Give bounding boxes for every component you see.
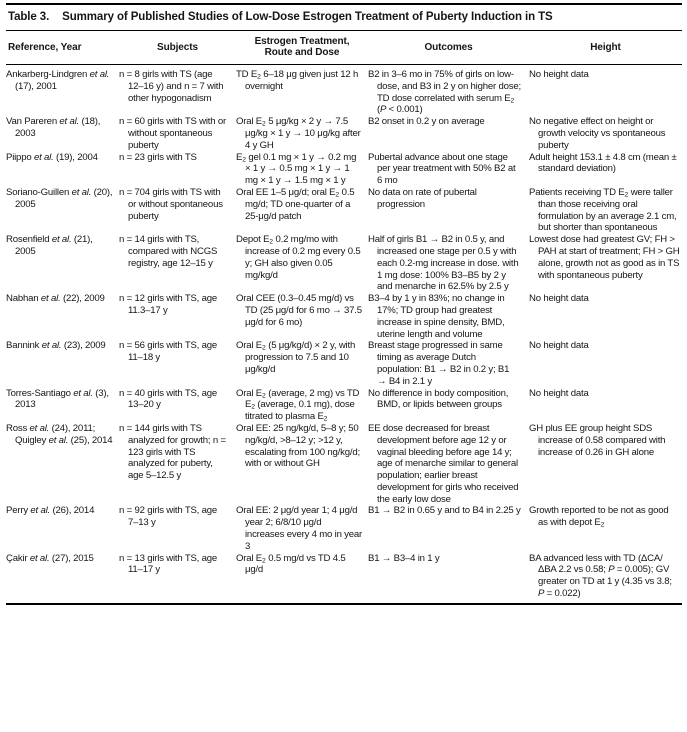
cell-reference: Nabhan et al. (22), 2009	[6, 293, 105, 305]
cell-subjects: n = 704 girls with TS with or without spontaneous puberty	[119, 186, 223, 222]
cell-treatment: Oral $E_2$ (5 μg/kg/d) × 2 y, with progression to 7.5 and 10 μg/kg/d	[236, 340, 356, 375]
cell-treatment: Depot $E_2$ 0.2 mg/mo with increase of 0.2 mg every 0.5 y; GH also given 0.05 mg/kg/d	[236, 234, 361, 281]
cell-treatment: Oral EE 1–5 μg/d; oral $E_2$ 0.5 mg/d; TD one-quarter of a 25-μg/d patch	[236, 186, 355, 222]
table-row	[6, 293, 682, 340]
cell-reference: Rosenfield et al. (21), 2005	[6, 234, 93, 257]
cell-outcomes: B2 onset in 0.2 y on average	[368, 116, 485, 128]
cell-height: Adult height 153.1 ± 4.8 cm (mean ± standard deviation)	[529, 151, 677, 175]
table-row	[6, 505, 682, 552]
cell-outcomes: Half of girls B1 → B2 in 0.5 y, and increased one stage per 0.5 y with each 0.2-mg increase in dose. with 1 mg dose: 100% B3–B5 by 2 y and menarche in 62.5% by 2.5 y	[368, 234, 519, 293]
cell-height: No height data	[529, 340, 589, 352]
cell-treatment: Oral $E_2$ 0.5 mg/d vs TD 4.5 μg/d	[236, 552, 346, 576]
cell-subjects: n = 60 girls with TS with or without spontaneous puberty	[119, 116, 226, 151]
cell-reference: Torres-Santiago et al. (3), 2013	[6, 387, 109, 411]
table-row	[6, 152, 682, 187]
cell-treatment: Oral EE: 25 ng/kg/d, 5–8 y; 50 ng/kg/d, >8–12 y; >12 y, escalating from 100 ng/kg/d; with or without GH	[236, 422, 360, 470]
cell-treatment: Oral $E_2$ (average, 2 mg) vs TD $E_2$ (average, 0.1 mg), dose titrated to plasma $E_2$	[236, 387, 360, 423]
cell-subjects: n = 56 girls with TS, age 11–18 y	[119, 340, 218, 364]
cell-reference: Piippo et al. (19), 2004	[6, 151, 98, 163]
studies-table	[6, 31, 682, 605]
table-row	[6, 553, 682, 604]
cell-treatment: $E_2$ gel 0.1 mg × 1 y → 0.2 mg × 1 y → 0.5 mg × 1 y → 1 mg × 1 y → 1.5 mg × 1 y	[236, 151, 357, 187]
cell-height: No height data	[529, 293, 589, 305]
cell-outcomes: EE dose decreased for breast development before age 12 y or vaginal bleeding before age 14 y; age of menarche similar to general population; earlier breast development for girls who received the early low dose	[368, 422, 519, 505]
col-header-outcomes: Outcomes	[368, 31, 529, 65]
cell-height: Lowest dose had greatest GV; FH > PAH at start of treatment; FH > GH alone, growth not as good as in TS with spontaneous puberty	[529, 234, 680, 281]
cell-reference: Van Pareren et al. (18), 2003	[6, 116, 101, 139]
col-header-height: Height	[529, 31, 682, 65]
col-header-subjects: Subjects	[119, 31, 236, 65]
cell-outcomes: B3–4 by 1 y in 83%; no change in 17%; TD group had greatest increase in spine density, BMD, uterine length and volume	[368, 293, 505, 340]
table-title	[6, 3, 682, 31]
cell-height: No height data	[529, 69, 589, 80]
table-row	[6, 340, 682, 387]
cell-subjects: n = 12 girls with TS, age 11.3–17 y	[119, 293, 218, 316]
cell-treatment: Oral CEE (0.3–0.45 mg/d) vs TD (25 μg/d for 6 mo → 37.5 μg/d for 6 mo)	[236, 293, 362, 328]
cell-treatment: TD $E_2$ 6–18 μg given just 12 h overnight	[236, 69, 359, 92]
cell-subjects: n = 14 girls with TS, compared with NCGS registry, age 12–15 y	[119, 234, 218, 269]
cell-height: BA advanced less with TD (ΔCA/ΔBA 2.2 vs 0.58; P = 0.005); GV greater on TD at 1 y (4.35 vs 3.8; P = 0.022)	[529, 552, 672, 600]
cell-reference: Bannink et al. (23), 2009	[6, 340, 106, 352]
cell-subjects: n = 13 girls with TS, age 11–17 y	[119, 552, 218, 576]
table-row	[6, 187, 682, 234]
header-row	[6, 31, 682, 65]
table-number-label: Table 3.	[8, 11, 50, 23]
cell-subjects: n = 92 girls with TS, age 7–13 y	[119, 505, 218, 529]
cell-height: Patients receiving TD $E_2$ were taller than those receiving oral formulation by an average 2.1 cm, but shorter than spontaneous	[529, 186, 677, 234]
cell-subjects: n = 8 girls with TS (age 12–16 y) and n = 7 with other hypogonadism	[119, 69, 224, 104]
cell-reference: Perry et al. (26), 2014	[6, 505, 95, 517]
table-row	[6, 116, 682, 151]
table-caption: Summary of Published Studies of Low-Dose Estrogen Treatment of Puberty Induction in TS	[62, 11, 553, 23]
cell-reference: Ross et al. (24), 2011; Quigley et al. (25), 2014	[6, 422, 113, 446]
cell-subjects: n = 23 girls with TS	[119, 151, 197, 163]
cell-height: No negative effect on height or growth velocity vs spontaneous puberty	[529, 116, 666, 151]
cell-reference: Soriano-Guillen et al. (20), 2005	[6, 186, 113, 210]
cell-subjects: n = 40 girls with TS, age 13–20 y	[119, 387, 218, 411]
table-row	[6, 388, 682, 423]
cell-outcomes: Pubertal advance about one stage per year treatment with 50% B2 at 6 mo	[368, 151, 516, 187]
cell-height: No height data	[529, 387, 589, 399]
cell-outcomes: B2 in 3–6 mo in 75% of girls on low-dose, and B3 in 2 y on higher dose; TD dose correlated with serum $E_2$ (P < 0.001)	[368, 69, 521, 116]
cell-outcomes: B1 → B3–4 in 1 y	[368, 552, 440, 564]
cell-reference: Çakir et al. (27), 2015	[6, 552, 94, 564]
cell-height: Growth reported to be not as good as with depot $E_2$	[529, 505, 669, 529]
cell-reference: Ankarberg-Lindgren et al. (17), 2001	[6, 69, 110, 92]
cell-treatment: Oral $E_2$ 5 μg/kg × 2 y → 7.5 μg/kg × 1 y → 10 μg/kg after 4 y GH	[236, 116, 361, 151]
cell-subjects: n = 144 girls with TS analyzed for growth; n = 123 girls with TS analyzed for puberty, age 5–12.5 y	[119, 422, 226, 482]
cell-outcomes: B1 → B2 in 0.65 y and to B4 in 2.25 y	[368, 505, 521, 517]
cell-height: GH plus EE group height SDS increase of 0.58 compared with increase of 0.26 in GH alone	[529, 422, 666, 458]
cell-outcomes: Breast stage progressed in same timing as average Dutch population: B1 → B2 in 0.2 y; B1 → B4 in 2.1 y	[368, 340, 510, 387]
col-header-treatment: Estrogen Treatment, Route and Dose	[236, 31, 368, 65]
cell-treatment: Oral EE: 2 μg/d year 1; 4 μg/d year 2; 6/8/10 μg/d increases every 4 mo in year 3	[236, 505, 363, 552]
col-header-reference: Reference, Year	[6, 31, 119, 65]
table-row	[6, 234, 682, 293]
cell-outcomes: No difference in body composition, BMD, or lipids between groups	[368, 387, 509, 411]
cell-outcomes: No data on rate of pubertal progression	[368, 186, 477, 210]
table-row	[6, 423, 682, 506]
table-row	[6, 65, 682, 117]
